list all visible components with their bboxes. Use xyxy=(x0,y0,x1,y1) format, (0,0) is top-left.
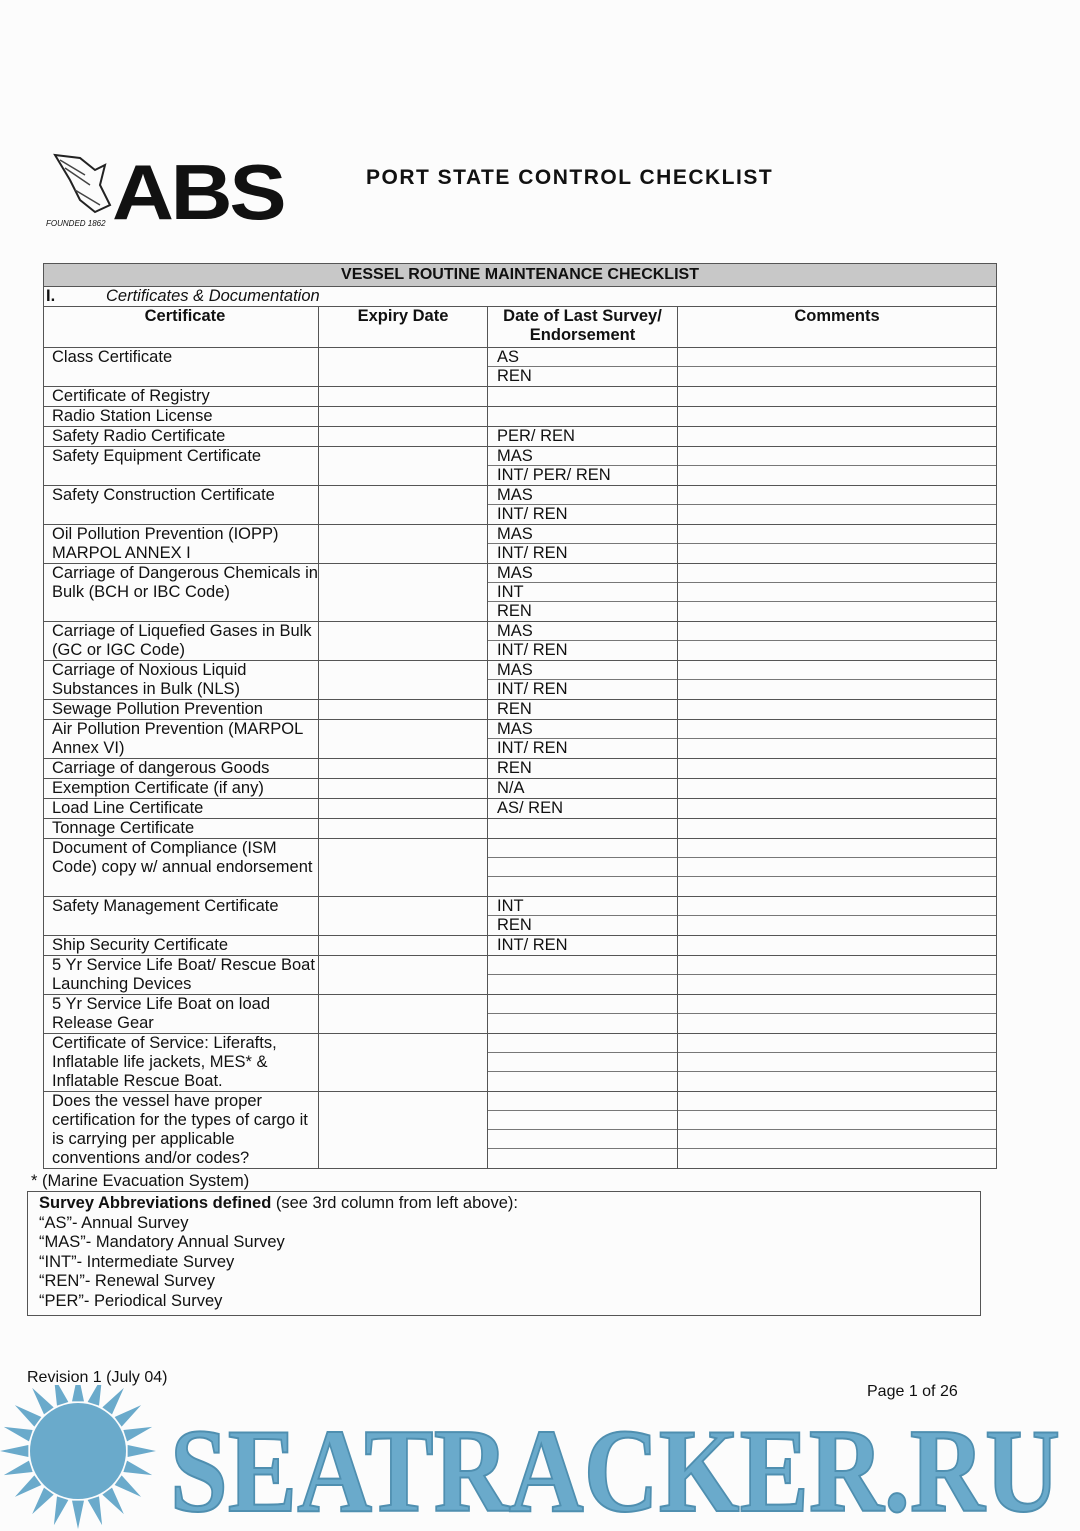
comment-line[interactable] xyxy=(678,564,996,583)
comment-line[interactable] xyxy=(678,447,996,466)
col-last-survey: Date of Last Survey/ Endorsement xyxy=(488,307,678,348)
section-title: Certificates & Documentation xyxy=(106,287,320,305)
watermark-text: SEATRACKER.RU xyxy=(170,1404,1060,1531)
survey-type xyxy=(488,858,677,877)
survey-type: AS xyxy=(488,348,677,367)
expiry-date-cell[interactable] xyxy=(319,819,488,839)
expiry-date-cell[interactable] xyxy=(319,779,488,799)
last-survey-cell xyxy=(488,348,678,387)
last-survey-cell xyxy=(488,622,678,661)
col-comments: Comments xyxy=(678,307,997,348)
table-row xyxy=(44,447,997,486)
expiry-date-cell[interactable] xyxy=(319,1092,488,1169)
comment-line[interactable] xyxy=(678,819,996,838)
survey-type xyxy=(488,1092,677,1111)
survey-type: REN xyxy=(497,759,532,777)
col-expiry-date: Expiry Date xyxy=(319,307,488,348)
comment-line[interactable] xyxy=(678,583,996,602)
certificate-name: 5 Yr Service Life Boat/ Rescue Boat Launching Devices xyxy=(44,956,319,995)
certificate-name: Safety Construction Certificate xyxy=(44,486,319,525)
survey-type xyxy=(488,1072,677,1091)
certificate-name: Oil Pollution Prevention (IOPP) MARPOL ANNEX I xyxy=(44,525,319,564)
expiry-date-cell[interactable] xyxy=(319,1034,488,1092)
main-content xyxy=(27,263,997,1316)
comment-line[interactable] xyxy=(678,680,996,699)
survey-type: INT/ REN xyxy=(497,936,568,954)
expiry-date-cell[interactable] xyxy=(319,348,488,387)
abbr-item: “REN”- Renewal Survey xyxy=(39,1272,216,1290)
certificate-name: Certificate of Registry xyxy=(44,387,319,407)
last-survey-cell xyxy=(488,661,678,700)
comments-cell[interactable] xyxy=(678,995,997,1034)
survey-type xyxy=(488,995,677,1014)
table-row xyxy=(44,407,997,427)
abs-logo xyxy=(46,150,296,235)
table-row xyxy=(44,1034,997,1092)
comments-cell[interactable] xyxy=(678,525,997,564)
abbr-note: (see 3rd column from left above): xyxy=(271,1194,518,1212)
survey-type: INT xyxy=(488,583,677,602)
last-survey-cell xyxy=(488,995,678,1034)
abbr-item: “MAS”- Mandatory Annual Survey xyxy=(39,1233,285,1251)
abbr-item: “AS”- Annual Survey xyxy=(39,1213,189,1232)
comments-cell[interactable] xyxy=(678,427,997,447)
comment-line[interactable] xyxy=(678,936,996,955)
last-survey-cell xyxy=(488,447,678,486)
certificate-name: Load Line Certificate xyxy=(44,799,319,819)
survey-type: REN xyxy=(497,602,532,620)
survey-type xyxy=(488,877,677,896)
expiry-date-cell[interactable] xyxy=(319,427,488,447)
certificate-name: Safety Management Certificate xyxy=(44,897,319,936)
table-row xyxy=(44,622,997,661)
comment-line[interactable] xyxy=(678,839,996,858)
comment-line[interactable] xyxy=(678,1092,996,1111)
table-row xyxy=(44,839,997,897)
logo-text: ABS xyxy=(112,148,284,236)
table-row xyxy=(44,956,997,995)
certificate-name: Carriage of dangerous Goods xyxy=(44,759,319,779)
last-survey-cell xyxy=(488,799,678,819)
survey-type xyxy=(488,1130,677,1149)
comment-line[interactable] xyxy=(678,367,996,386)
expiry-date-cell[interactable] xyxy=(319,387,488,407)
expiry-date-cell[interactable] xyxy=(319,486,488,525)
page-number: Page 1 of 26 xyxy=(867,1383,958,1400)
survey-type xyxy=(488,839,677,858)
comment-line[interactable] xyxy=(678,897,996,916)
comments-cell[interactable] xyxy=(678,486,997,525)
eagle-icon xyxy=(50,150,120,218)
survey-type: INT xyxy=(488,897,677,916)
last-survey-cell xyxy=(488,759,678,779)
comments-cell[interactable] xyxy=(678,720,997,759)
comment-line[interactable] xyxy=(678,661,996,680)
last-survey-cell xyxy=(488,525,678,564)
table-row xyxy=(44,387,997,407)
comment-line[interactable] xyxy=(678,486,996,505)
survey-type: REN xyxy=(497,916,532,934)
expiry-date-cell[interactable] xyxy=(319,564,488,622)
survey-type: MAS xyxy=(488,486,677,505)
survey-type xyxy=(488,956,677,975)
certificate-name: Exemption Certificate (if any) xyxy=(44,779,319,799)
last-survey-cell xyxy=(488,779,678,799)
comment-line[interactable] xyxy=(678,916,996,935)
comment-line[interactable] xyxy=(678,641,996,660)
comments-cell[interactable] xyxy=(678,447,997,486)
comments-cell[interactable] xyxy=(678,779,997,799)
expiry-date-cell[interactable] xyxy=(319,407,488,427)
comment-line[interactable] xyxy=(678,995,996,1014)
survey-type: INT/ REN xyxy=(497,641,568,659)
comment-line[interactable] xyxy=(678,858,996,877)
expiry-date-cell[interactable] xyxy=(319,525,488,564)
certificate-name: Ship Security Certificate xyxy=(44,936,319,956)
comments-cell[interactable] xyxy=(678,819,997,839)
comment-line[interactable] xyxy=(678,1149,996,1168)
comment-line[interactable] xyxy=(678,407,996,426)
survey-type: INT/ REN xyxy=(497,680,568,698)
certificate-name: Document of Compliance (ISM Code) copy w/ annual endorsement xyxy=(44,839,319,897)
comment-line[interactable] xyxy=(678,602,996,621)
comment-line[interactable] xyxy=(678,720,996,739)
last-survey-cell xyxy=(488,936,678,956)
comments-cell[interactable] xyxy=(678,622,997,661)
comment-line[interactable] xyxy=(678,1014,996,1033)
table-row xyxy=(44,897,997,936)
survey-type: MAS xyxy=(488,525,677,544)
table-row xyxy=(44,564,997,622)
last-survey-cell xyxy=(488,407,678,427)
certificate-name: Class Certificate xyxy=(44,348,319,387)
comments-cell[interactable] xyxy=(678,387,997,407)
comment-line[interactable] xyxy=(678,1072,996,1091)
table-row xyxy=(44,779,997,799)
comments-cell[interactable] xyxy=(678,799,997,819)
comment-line[interactable] xyxy=(678,779,996,798)
table-row xyxy=(44,819,997,839)
comment-line[interactable] xyxy=(678,799,996,818)
survey-type: PER/ REN xyxy=(497,427,575,445)
comments-cell[interactable] xyxy=(678,700,997,720)
comment-line[interactable] xyxy=(678,1111,996,1130)
survey-type xyxy=(488,975,677,994)
survey-type: INT/ REN xyxy=(497,544,568,562)
comment-line[interactable] xyxy=(678,622,996,641)
comments-cell[interactable] xyxy=(678,1092,997,1169)
survey-type xyxy=(488,407,677,426)
certificate-name: Radio Station License xyxy=(44,407,319,427)
comment-line[interactable] xyxy=(678,956,996,975)
seatracker-watermark xyxy=(0,1385,1080,1531)
comment-line[interactable] xyxy=(678,387,996,406)
sun-icon xyxy=(0,1385,156,1529)
last-survey-cell xyxy=(488,839,678,897)
comments-cell[interactable] xyxy=(678,759,997,779)
expiry-date-cell[interactable] xyxy=(319,700,488,720)
expiry-date-cell[interactable] xyxy=(319,936,488,956)
table-row xyxy=(44,995,997,1034)
certificate-name: Safety Radio Certificate xyxy=(44,427,319,447)
certificate-name: Does the vessel have proper certification for the types of cargo it is carrying per applicable conventions and/or codes? xyxy=(44,1092,319,1169)
abbr-heading: Survey Abbreviations defined xyxy=(39,1194,272,1212)
last-survey-cell xyxy=(488,1092,678,1169)
certificate-name: Carriage of Liquefied Gases in Bulk (GC or IGC Code) xyxy=(44,622,319,661)
survey-type: REN xyxy=(497,700,532,718)
abbr-item: “INT”- Intermediate Survey xyxy=(39,1252,235,1271)
comments-cell[interactable] xyxy=(678,897,997,936)
table-row xyxy=(44,936,997,956)
table-row xyxy=(44,720,997,759)
comment-line[interactable] xyxy=(678,466,996,485)
last-survey-cell xyxy=(488,427,678,447)
expiry-date-cell[interactable] xyxy=(319,622,488,661)
comments-cell[interactable] xyxy=(678,956,997,995)
certificate-name: Certificate of Service: Liferafts, Inflatable life jackets, MES* & Inflatable Rescue Boat. xyxy=(44,1034,319,1092)
table-row xyxy=(44,525,997,564)
survey-type: INT/ REN xyxy=(497,739,568,757)
survey-type: AS/ REN xyxy=(497,799,564,817)
comments-cell[interactable] xyxy=(678,839,997,897)
abbreviations-box xyxy=(27,1191,981,1316)
expiry-date-cell[interactable] xyxy=(319,995,488,1034)
certificate-name: Air Pollution Prevention (MARPOL Annex VI) xyxy=(44,720,319,759)
comments-cell[interactable] xyxy=(678,936,997,956)
survey-type xyxy=(488,1014,677,1033)
section-number: I. xyxy=(46,287,56,305)
certificate-name: Carriage of Noxious Liquid Substances in Bulk (NLS) xyxy=(44,661,319,700)
last-survey-cell xyxy=(488,486,678,525)
last-survey-cell xyxy=(488,387,678,407)
abbr-item: “PER”- Periodical Survey xyxy=(39,1291,223,1310)
expiry-date-cell[interactable] xyxy=(319,956,488,995)
certificate-name: Tonnage Certificate xyxy=(44,819,319,839)
survey-type: MAS xyxy=(488,661,677,680)
table-title: VESSEL ROUTINE MAINTENANCE CHECKLIST xyxy=(44,264,997,287)
certificate-name: Sewage Pollution Prevention xyxy=(44,700,319,720)
table-row xyxy=(44,427,997,447)
comments-cell[interactable] xyxy=(678,407,997,427)
comment-line[interactable] xyxy=(678,1053,996,1072)
last-survey-cell xyxy=(488,564,678,622)
expiry-date-cell[interactable] xyxy=(319,661,488,700)
survey-type xyxy=(488,819,677,838)
comments-cell[interactable] xyxy=(678,661,997,700)
survey-type: N/A xyxy=(497,779,525,797)
last-survey-cell xyxy=(488,956,678,995)
expiry-date-cell[interactable] xyxy=(319,799,488,819)
section-header xyxy=(44,287,997,307)
last-survey-cell xyxy=(488,720,678,759)
comment-line[interactable] xyxy=(678,877,996,896)
footnote: * (Marine Evacuation System) xyxy=(31,1172,250,1190)
last-survey-cell xyxy=(488,700,678,720)
certificate-name: Safety Equipment Certificate xyxy=(44,447,319,486)
survey-type xyxy=(488,1034,677,1053)
table-row xyxy=(44,759,997,779)
comment-line[interactable] xyxy=(678,544,996,563)
comment-line[interactable] xyxy=(678,348,996,367)
survey-type xyxy=(488,387,677,406)
comment-line[interactable] xyxy=(678,759,996,778)
comment-line[interactable] xyxy=(678,525,996,544)
logo-founded: FOUNDED 1862 xyxy=(46,219,106,228)
table-row xyxy=(44,1092,997,1169)
table-row xyxy=(44,700,997,720)
comments-cell[interactable] xyxy=(678,564,997,622)
expiry-date-cell[interactable] xyxy=(319,897,488,936)
revision-label: Revision 1 (July 04) xyxy=(27,1369,168,1386)
table-row xyxy=(44,799,997,819)
table-row xyxy=(44,486,997,525)
comment-line[interactable] xyxy=(678,975,996,994)
checklist-table xyxy=(43,263,997,1169)
last-survey-cell xyxy=(488,819,678,839)
certificate-name: 5 Yr Service Life Boat on load Release Gear xyxy=(44,995,319,1034)
table-row xyxy=(44,348,997,387)
survey-type xyxy=(488,1149,677,1168)
comments-cell[interactable] xyxy=(678,348,997,387)
col-certificate: Certificate xyxy=(44,307,319,348)
survey-type xyxy=(488,1053,677,1072)
survey-type: INT/ PER/ REN xyxy=(497,466,611,484)
comment-line[interactable] xyxy=(678,505,996,524)
last-survey-cell xyxy=(488,1034,678,1092)
comment-line[interactable] xyxy=(678,1130,996,1149)
last-survey-cell xyxy=(488,897,678,936)
expiry-date-cell[interactable] xyxy=(319,839,488,897)
table-row xyxy=(44,661,997,700)
survey-type: MAS xyxy=(488,720,677,739)
comments-cell[interactable] xyxy=(678,1034,997,1092)
comment-line[interactable] xyxy=(678,1034,996,1053)
survey-type: MAS xyxy=(488,564,677,583)
expiry-date-cell[interactable] xyxy=(319,720,488,759)
survey-type: INT/ REN xyxy=(497,505,568,523)
page-title: PORT STATE CONTROL CHECKLIST xyxy=(366,166,774,189)
certificate-name: Carriage of Dangerous Chemicals in Bulk (BCH or IBC Code) xyxy=(44,564,319,622)
survey-type: REN xyxy=(497,367,532,385)
expiry-date-cell[interactable] xyxy=(319,759,488,779)
comment-line[interactable] xyxy=(678,427,996,446)
comment-line[interactable] xyxy=(678,739,996,758)
survey-type: MAS xyxy=(488,447,677,466)
survey-type xyxy=(488,1111,677,1130)
expiry-date-cell[interactable] xyxy=(319,447,488,486)
comment-line[interactable] xyxy=(678,700,996,719)
survey-type: MAS xyxy=(488,622,677,641)
